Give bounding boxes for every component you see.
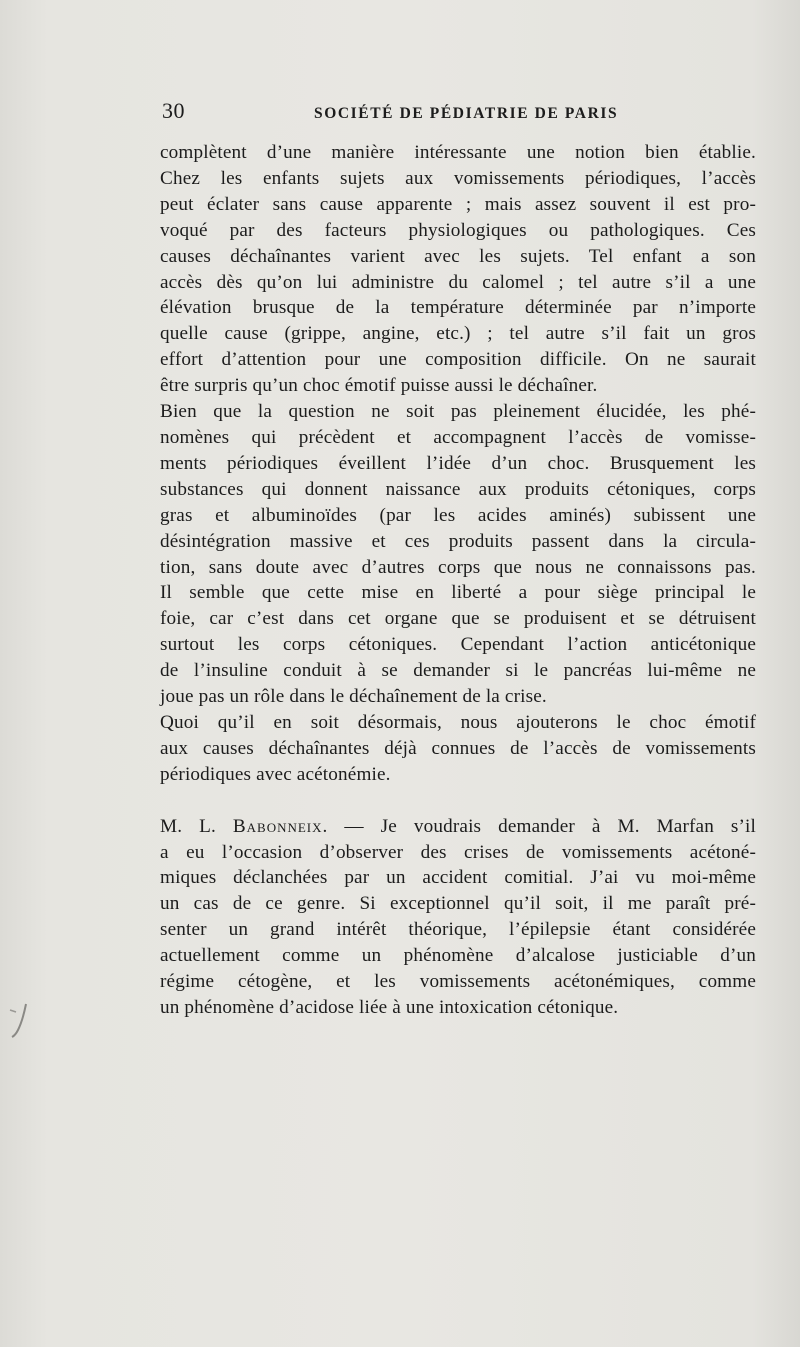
text-line: substances qui donnent naissance aux produits cétoniques, corps <box>160 478 756 500</box>
paragraph-4 <box>160 814 756 1021</box>
text-line: Bien que la question ne soit pas pleinement élucidée, les phé- <box>160 401 756 423</box>
text-line: Il semble que cette mise en liberté a pour siège principal le <box>160 582 756 604</box>
text-line: accès dès qu’on lui administre du calomel ; tel autre s’il a une <box>160 271 756 293</box>
text-line: quelle cause (grippe, angine, etc.) ; tel autre s’il fait un gros <box>160 323 756 345</box>
paragraph-1 <box>160 140 756 399</box>
text-line: surtout les corps cétoniques. Cependant l’action anticétonique <box>160 634 756 656</box>
text-line: nomènes qui précèdent et accompagnent l’accès de vomisse- <box>160 426 756 448</box>
text-line: Chez les enfants sujets aux vomissements périodiques, l’accès <box>160 167 756 189</box>
running-title: SOCIÉTÉ DE PÉDIATRIE DE PARIS <box>314 105 619 122</box>
text-line: gras et albuminoïdes (par les acides aminés) subissent une <box>160 504 756 526</box>
text-line: ments périodiques éveillent l’idée d’un choc. Brusquement les <box>160 452 756 474</box>
text-line: a eu l’occasion d’observer des crises de vomissements acétoné- <box>160 841 756 863</box>
text-line: aux causes déchaînantes déjà connues de l’accès de vomissements <box>160 737 756 759</box>
paragraph-gap <box>160 788 756 814</box>
text-line: Quoi qu’il en soit désormais, nous ajouterons le choc émotif <box>160 711 756 733</box>
text-line: être surpris qu’un choc émotif puisse aussi le déchaîner. <box>160 375 598 397</box>
text-line: joue pas un rôle dans le déchaînement de la crise. <box>160 686 547 708</box>
text-line: foie, car c’est dans cet organe que se produisent et se détruisent <box>160 608 756 630</box>
text-line: désintégration massive et ces produits passent dans la circula- <box>160 530 756 552</box>
paragraph-3 <box>160 710 756 788</box>
text-line: complètent d’une manière intéressante une notion bien établie. <box>160 142 756 163</box>
text-line: peut éclater sans cause apparente ; mais assez souvent il est pro- <box>160 193 756 215</box>
text-line: de l’insuline conduit à se demander si le pancréas lui-même ne <box>160 660 756 682</box>
speaker-name: Babonneix <box>232 815 323 837</box>
text-line: un cas de ce genre. Si exceptionnel qu’il soit, il me paraît pré- <box>160 893 756 915</box>
text-line: effort d’attention pour une composition difficile. On ne saurait <box>160 349 756 371</box>
text-line: causes déchaînantes varient avec les sujets. Tel enfant a son <box>160 245 756 267</box>
text-line: un phénomène d’acidose liée à une intoxication cétonique. <box>160 997 619 1018</box>
page-header <box>162 98 762 134</box>
margin-ink-mark <box>6 1000 34 1040</box>
text-line: élévation brusque de la température déterminée par n’importe <box>160 297 756 319</box>
text-line: senter un grand intérêt théorique, l’épilepsie étant considérée <box>160 919 756 941</box>
text-line: actuellement comme un phénomène d’alcalose justiciable d’un <box>160 945 756 967</box>
text-line: régime cétogène, et les vomissements acétonémiques, comme <box>160 971 756 993</box>
text-line: miques déclanchées par un accident comitial. J’ai vu moi-même <box>160 867 756 889</box>
paragraph-2 <box>160 399 756 710</box>
text-line: voqué par des facteurs physiologiques ou pathologiques. Ces <box>160 219 756 241</box>
page-number: 30 <box>162 98 185 123</box>
body-text <box>160 140 756 1021</box>
speaker-line-rest: . — Je voudrais demander à M. Marfan s’il <box>322 815 756 837</box>
text-line: périodiques avec acétonémie. <box>160 763 391 785</box>
text-line: tion, sans doute avec d’autres corps que nous ne connaissons pas. <box>160 556 756 578</box>
speaker-prefix: M. L. <box>160 815 233 837</box>
speaker-line <box>160 814 756 840</box>
